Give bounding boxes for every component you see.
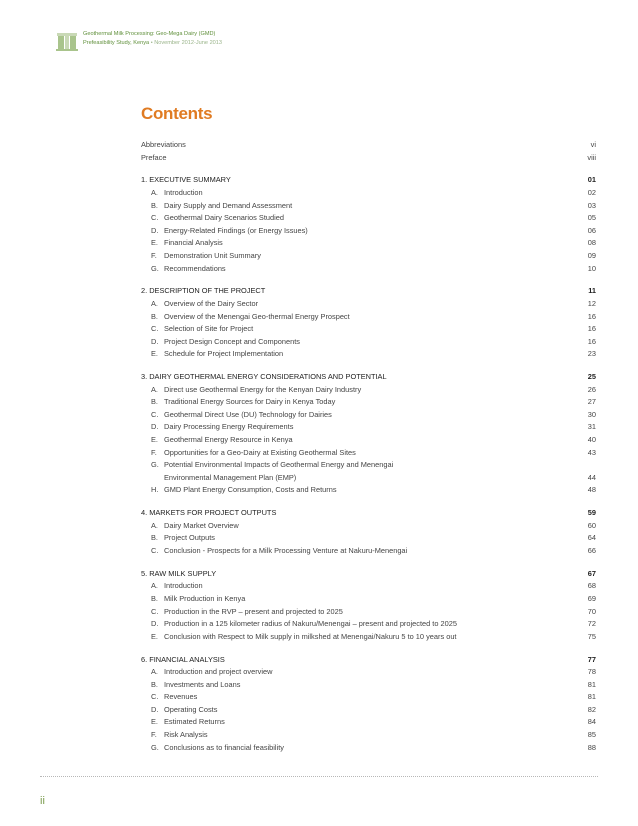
- toc-subentry-letter: E.: [151, 349, 158, 359]
- toc-subentry-text: Introduction and project overview: [164, 667, 273, 677]
- toc-spacer: [141, 643, 596, 653]
- toc-subentry-text: Milk Production in Kenya: [164, 593, 246, 603]
- toc-subentry: [141, 250, 596, 263]
- toc-subentry-letter: B.: [151, 679, 158, 689]
- header-date: November 2012-June 2013: [154, 40, 223, 46]
- toc-subentry: [141, 520, 596, 533]
- toc-subentry-text: Demonstration Unit Summary: [164, 250, 261, 260]
- toc-subentry-page: 16: [587, 324, 596, 334]
- toc-subentry-page: 78: [587, 667, 596, 677]
- footer-divider: [40, 776, 598, 777]
- toc-entry-label: Preface: [141, 152, 167, 162]
- toc-section-heading: [141, 285, 596, 298]
- toc-subentry-letter: F.: [151, 730, 157, 740]
- toc-subentry-text: Introduction: [164, 581, 203, 591]
- toc-subentry-text: Conclusions as to financial feasibility: [164, 742, 284, 752]
- toc-subentry-text: Selection of Site for Project: [164, 324, 254, 334]
- toc-subentry: [141, 459, 596, 472]
- toc-entry-page: viii: [587, 152, 596, 162]
- toc-subentry-letter: E.: [151, 238, 158, 248]
- toc-subentry-letter: B.: [151, 311, 158, 321]
- toc-subentry-page: 60: [587, 520, 596, 530]
- toc-section-label: 6. FINANCIAL ANALYSIS: [141, 654, 225, 664]
- toc-subentry-letter: A.: [151, 298, 158, 308]
- toc-subentry-letter: B.: [151, 200, 158, 210]
- toc-subentry-page: 26: [587, 384, 596, 394]
- toc-subentry-letter: A.: [151, 667, 158, 677]
- toc-subentry: [141, 679, 596, 692]
- toc-subentry-text: Project Design Concept and Components: [164, 336, 300, 346]
- toc-subentry-page: 16: [587, 311, 596, 321]
- toc-subentry-letter: C.: [151, 545, 159, 555]
- toc-subentry: [141, 323, 596, 336]
- toc-subentry-text: GMD Plant Energy Consumption, Costs and Returns: [164, 485, 337, 495]
- toc-subentry-letter: B.: [151, 593, 158, 603]
- toc-subentry-letter: A.: [151, 520, 158, 530]
- toc-subentry-text: Geothermal Dairy Scenarios Studied: [164, 213, 284, 223]
- toc-subentry: [141, 396, 596, 409]
- toc-subentry-text: Environmental Management Plan (EMP): [164, 472, 297, 482]
- toc-subentry-letter: D.: [151, 704, 159, 714]
- toc-section-heading: [141, 568, 596, 581]
- toc-subentry-page: 70: [587, 606, 596, 616]
- toc-subentry-letter: B.: [151, 533, 158, 543]
- toc-subentry-page: 23: [587, 349, 596, 359]
- toc-section-page: 11: [588, 286, 596, 296]
- table-of-contents: [141, 139, 596, 754]
- toc-subentry-text: Opportunities for a Geo-Dairy at Existing Geothermal Sites: [164, 447, 356, 457]
- toc-subentry-page: 82: [587, 704, 596, 714]
- toc-subentry-text: Direct use Geothermal Energy for the Kenyan Dairy Industry: [164, 384, 362, 394]
- toc-subentry-page: 12: [587, 298, 596, 308]
- toc-subentry: [141, 691, 596, 704]
- toc-section-label: 4. MARKETS FOR PROJECT OUTPUTS: [141, 508, 277, 518]
- toc-subentry-page: 81: [587, 679, 596, 689]
- toc-subentry: [141, 742, 596, 755]
- toc-subentry-text: Investments and Loans: [164, 679, 241, 689]
- toc-subentry: [141, 606, 596, 619]
- toc-subentry-text: Production in a 125 kilometer radius of Nakuru/Menengai – present and projected to 2025: [164, 619, 457, 629]
- toc-subentry-page: 85: [587, 730, 596, 740]
- toc-subentry-letter: B.: [151, 397, 158, 407]
- toc-subentry: [141, 187, 596, 200]
- toc-spacer: [141, 164, 596, 174]
- toc-subentry-letter: A.: [151, 581, 158, 591]
- page-number: ii: [40, 795, 45, 807]
- toc-section-page: 01: [587, 175, 596, 185]
- toc-subentry: [141, 716, 596, 729]
- toc-subentry-page: 05: [587, 213, 596, 223]
- toc-section-label: 5. RAW MILK SUPPLY: [141, 568, 217, 578]
- toc-subentry-page: 06: [587, 225, 596, 235]
- toc-section-label: 2. DESCRIPTION OF THE PROJECT: [141, 286, 266, 296]
- toc-subentry-letter: F.: [151, 250, 157, 260]
- toc-subentry-letter: C.: [151, 213, 159, 223]
- toc-subentry: [141, 225, 596, 238]
- toc-subentry: [141, 580, 596, 593]
- toc-subentry-letter: E.: [151, 435, 158, 445]
- toc-subentry-text: Geothermal Direct Use (DU) Technology for Dairies: [164, 409, 332, 419]
- toc-subentry-letter: D.: [151, 336, 159, 346]
- toc-subentry-letter: G.: [151, 263, 159, 273]
- toc-subentry-text: Dairy Supply and Demand Assessment: [164, 200, 293, 210]
- toc-section-page: 67: [587, 568, 596, 578]
- toc-subentry-page: 75: [587, 631, 596, 641]
- toc-subentry-text: Recommendations: [164, 263, 226, 273]
- toc-subentry-letter: A.: [151, 187, 158, 197]
- toc-entry-front: [141, 152, 596, 165]
- toc-subentry-page: 40: [587, 435, 596, 445]
- toc-subentry-letter: E.: [151, 717, 158, 727]
- running-header: [83, 30, 222, 48]
- toc-subentry-page: 69: [587, 593, 596, 603]
- toc-subentry-page: 10: [587, 263, 596, 273]
- toc-subentry-page: 66: [587, 545, 596, 555]
- toc-subentry-page: 68: [587, 581, 596, 591]
- toc-subentry-letter: H.: [151, 485, 159, 495]
- toc-subentry: [141, 311, 596, 324]
- toc-subentry-text: Dairy Market Overview: [164, 520, 239, 530]
- page-title: Contents: [141, 104, 213, 123]
- toc-subentry-text: Conclusion - Prospects for a Milk Processing Venture at Nakuru-Menengai: [164, 545, 408, 555]
- toc-spacer: [141, 497, 596, 507]
- toc-subentry-page: 31: [587, 422, 596, 432]
- toc-subentry-letter: C.: [151, 409, 159, 419]
- toc-entry-page: vi: [590, 140, 596, 149]
- toc-subentry: [141, 729, 596, 742]
- toc-subentry-letter: C.: [151, 692, 159, 702]
- toc-subentry-page: 08: [587, 238, 596, 248]
- toc-subentry-text: Geothermal Energy Resource in Kenya: [164, 435, 293, 445]
- toc-subentry-page: 81: [587, 692, 596, 702]
- toc-subentry-text: Schedule for Project Implementation: [164, 349, 284, 359]
- toc-subentry-page: 30: [587, 409, 596, 419]
- toc-subentry-page: 64: [587, 533, 596, 543]
- toc-subentry: [141, 336, 596, 349]
- header-title: Geothermal Milk Processing: Geo-Mega Dairy (GMD): [83, 31, 216, 37]
- toc-subentry-text: Revenues: [164, 692, 198, 702]
- toc-subentry: [141, 593, 596, 606]
- toc-subentry: [141, 666, 596, 679]
- toc-subentry: [141, 421, 596, 434]
- toc-subentry: [141, 472, 596, 485]
- toc-section-label: 1. EXECUTIVE SUMMARY: [141, 175, 231, 185]
- toc-subentry-text: Production in the RVP – present and projected to 2025: [164, 606, 343, 616]
- toc-section-page: 77: [587, 654, 596, 664]
- toc-section-label: 3. DAIRY GEOTHERMAL ENERGY CONSIDERATIONS AND POTENTIAL: [141, 372, 387, 382]
- toc-subentry-page: 88: [587, 742, 596, 752]
- toc-subentry: [141, 200, 596, 213]
- toc-subentry: [141, 409, 596, 422]
- header-study: Prefeasibility Study, Kenya: [83, 40, 150, 46]
- toc-subentry-text: Overview of the Menengai Geo-thermal Energy Prospect: [164, 311, 350, 321]
- header-separator: •: [150, 40, 153, 46]
- toc-subentry-text: Conclusion with Respect to Milk supply in milkshed at Menengai/Nakuru 5 to 10 years out: [164, 631, 457, 641]
- toc-subentry-text: Introduction: [164, 187, 203, 197]
- toc-subentry-letter: C.: [151, 606, 159, 616]
- toc-subentry-text: Dairy Processing Energy Requirements: [164, 422, 294, 432]
- toc-subentry-page: 03: [587, 200, 596, 210]
- toc-subentry: [141, 484, 596, 497]
- toc-subentry-text: Operating Costs: [164, 704, 218, 714]
- toc-section-heading: [141, 654, 596, 667]
- toc-subentry-letter: G.: [151, 742, 159, 752]
- toc-subentry-text: Energy-Related Findings (or Energy Issues): [164, 225, 308, 235]
- toc-subentry-letter: D.: [151, 422, 159, 432]
- toc-subentry-page: 44: [587, 472, 596, 482]
- building-logo-icon: [56, 30, 78, 52]
- toc-subentry: [141, 212, 596, 225]
- toc-subentry-letter: D.: [151, 619, 159, 629]
- toc-subentry-text: Financial Analysis: [164, 238, 223, 248]
- toc-section-page: 59: [587, 508, 596, 518]
- toc-subentry-page: 43: [587, 447, 596, 457]
- toc-section-heading: [141, 507, 596, 520]
- toc-entry-front: [141, 139, 596, 152]
- toc-subentry: [141, 434, 596, 447]
- toc-section-page: 25: [587, 372, 596, 382]
- toc-subentry: [141, 237, 596, 250]
- toc-subentry-page: 16: [587, 336, 596, 346]
- toc-subentry-letter: F.: [151, 447, 157, 457]
- toc-section-heading: [141, 174, 596, 187]
- toc-subentry-page: 72: [587, 619, 596, 629]
- toc-subentry: [141, 348, 596, 361]
- toc-subentry-text: Project Outputs: [164, 533, 215, 543]
- toc-section-heading: [141, 371, 596, 384]
- toc-subentry: [141, 618, 596, 631]
- toc-subentry-text: Potential Environmental Impacts of Geothermal Energy and Menengai: [164, 460, 394, 470]
- toc-subentry-text: Risk Analysis: [164, 730, 208, 740]
- toc-subentry-letter: G.: [151, 460, 159, 470]
- toc-subentry-letter: A.: [151, 384, 158, 394]
- toc-subentry-page: 02: [587, 187, 596, 197]
- toc-subentry-page: 27: [587, 397, 596, 407]
- toc-subentry-text: Overview of the Dairy Sector: [164, 298, 259, 308]
- toc-subentry-letter: E.: [151, 631, 158, 641]
- toc-subentry-page: 09: [587, 250, 596, 260]
- toc-subentry: [141, 704, 596, 717]
- header-subtitle: [83, 39, 222, 48]
- toc-subentry: [141, 384, 596, 397]
- toc-subentry-text: Estimated Returns: [164, 717, 225, 727]
- toc-subentry: [141, 545, 596, 558]
- toc-subentry-text: Traditional Energy Sources for Dairy in Kenya Today: [164, 397, 336, 407]
- toc-subentry: [141, 631, 596, 644]
- toc-spacer: [141, 361, 596, 371]
- toc-subentry-page: 84: [587, 717, 596, 727]
- toc-spacer: [141, 275, 596, 285]
- toc-subentry-letter: C.: [151, 324, 159, 334]
- toc-subentry-letter: D.: [151, 225, 159, 235]
- toc-subentry: [141, 532, 596, 545]
- toc-subentry: [141, 298, 596, 311]
- toc-subentry: [141, 447, 596, 460]
- toc-entry-label: Abbreviations: [141, 140, 186, 149]
- toc-subentry: [141, 263, 596, 276]
- toc-spacer: [141, 558, 596, 568]
- toc-subentry-page: 48: [587, 485, 596, 495]
